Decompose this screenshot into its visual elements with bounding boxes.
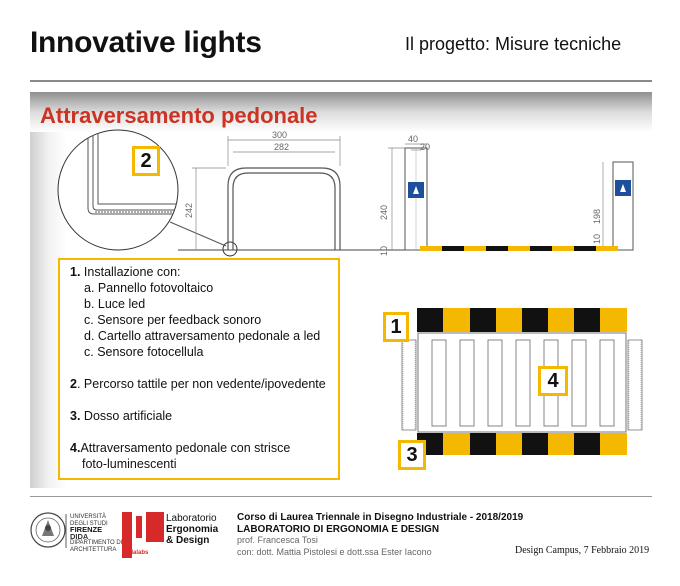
dim-40: 40: [408, 134, 419, 144]
detail-circle: [58, 130, 200, 250]
lab-logo-icon: [122, 512, 164, 558]
callout-4: 4: [538, 366, 568, 396]
dim-198: 198: [592, 208, 602, 224]
detail-marker: [223, 242, 237, 256]
led-post-left: [405, 148, 427, 250]
legend-item-4-cont: foto-luminescenti: [82, 457, 177, 471]
legend-item-2: 2. Percorso tattile per non vedente/ipovedente: [70, 377, 326, 391]
legend-sub-b: b. Luce led: [84, 297, 146, 311]
university-name: UNIVERSITÀ DEGLI STUDI FIRENZE DIDA DIPARTIMENTO DI ARCHITETTURA: [70, 514, 123, 553]
callout-3: 3: [398, 440, 426, 470]
callout-2: 2: [132, 146, 160, 176]
svg-text:didalabs: didalabs: [124, 550, 149, 556]
dim-20: 20: [420, 142, 431, 152]
lab-name: Laboratorio Ergonomia & Design: [166, 513, 219, 546]
dim-10-left: 10: [379, 245, 389, 256]
legend-item-1: 1. Installazione con:: [70, 265, 181, 279]
detail-leader-line: [170, 222, 226, 246]
legend-box: [58, 258, 340, 480]
dim-300: 300: [272, 130, 288, 140]
tubular-barrier: [228, 168, 340, 250]
arc-dimension-lines: [192, 136, 340, 250]
callout-1: 1: [383, 312, 409, 342]
footer-divider: [30, 496, 652, 497]
course-info: Corso di Laurea Triennale in Disegno Industriale - 2018/2019 LABORATORIO DI ERGONOMIA E DESIGN prof. Francesca Tosi con: dott. Mattia Pistolesi e dott.ssa Ester Iacono: [237, 512, 524, 557]
speed-bump-profile: [420, 246, 618, 251]
dim-10-right: 10: [592, 233, 602, 244]
dim-282: 282: [274, 142, 290, 152]
legend-sub-a: a. Pannello fotovoltaico: [84, 281, 214, 295]
led-post-right: [613, 162, 633, 250]
legend-sub-c2: c. Sensore fotocellula: [84, 345, 204, 359]
legend-sub-c1: c. Sensore per feedback sonoro: [84, 313, 262, 327]
page-title: Innovative lights: [30, 26, 262, 59]
footer-date: Design Campus, 7 Febbraio 2019: [515, 545, 650, 556]
legend-item-4: 4.Attraversamento pedonale con strisce: [70, 441, 291, 455]
legend-item-3: 3. Dosso artificiale: [70, 409, 173, 423]
section-title: Attraversamento pedonale: [40, 103, 318, 128]
dim-240: 240: [379, 204, 389, 220]
page-subtitle: Il progetto: Misure tecniche: [405, 34, 622, 54]
legend-sub-d: d. Cartello attraversamento pedonale a led: [84, 329, 321, 343]
dim-242: 242: [184, 202, 194, 218]
crossing-plan-view: [402, 308, 642, 455]
